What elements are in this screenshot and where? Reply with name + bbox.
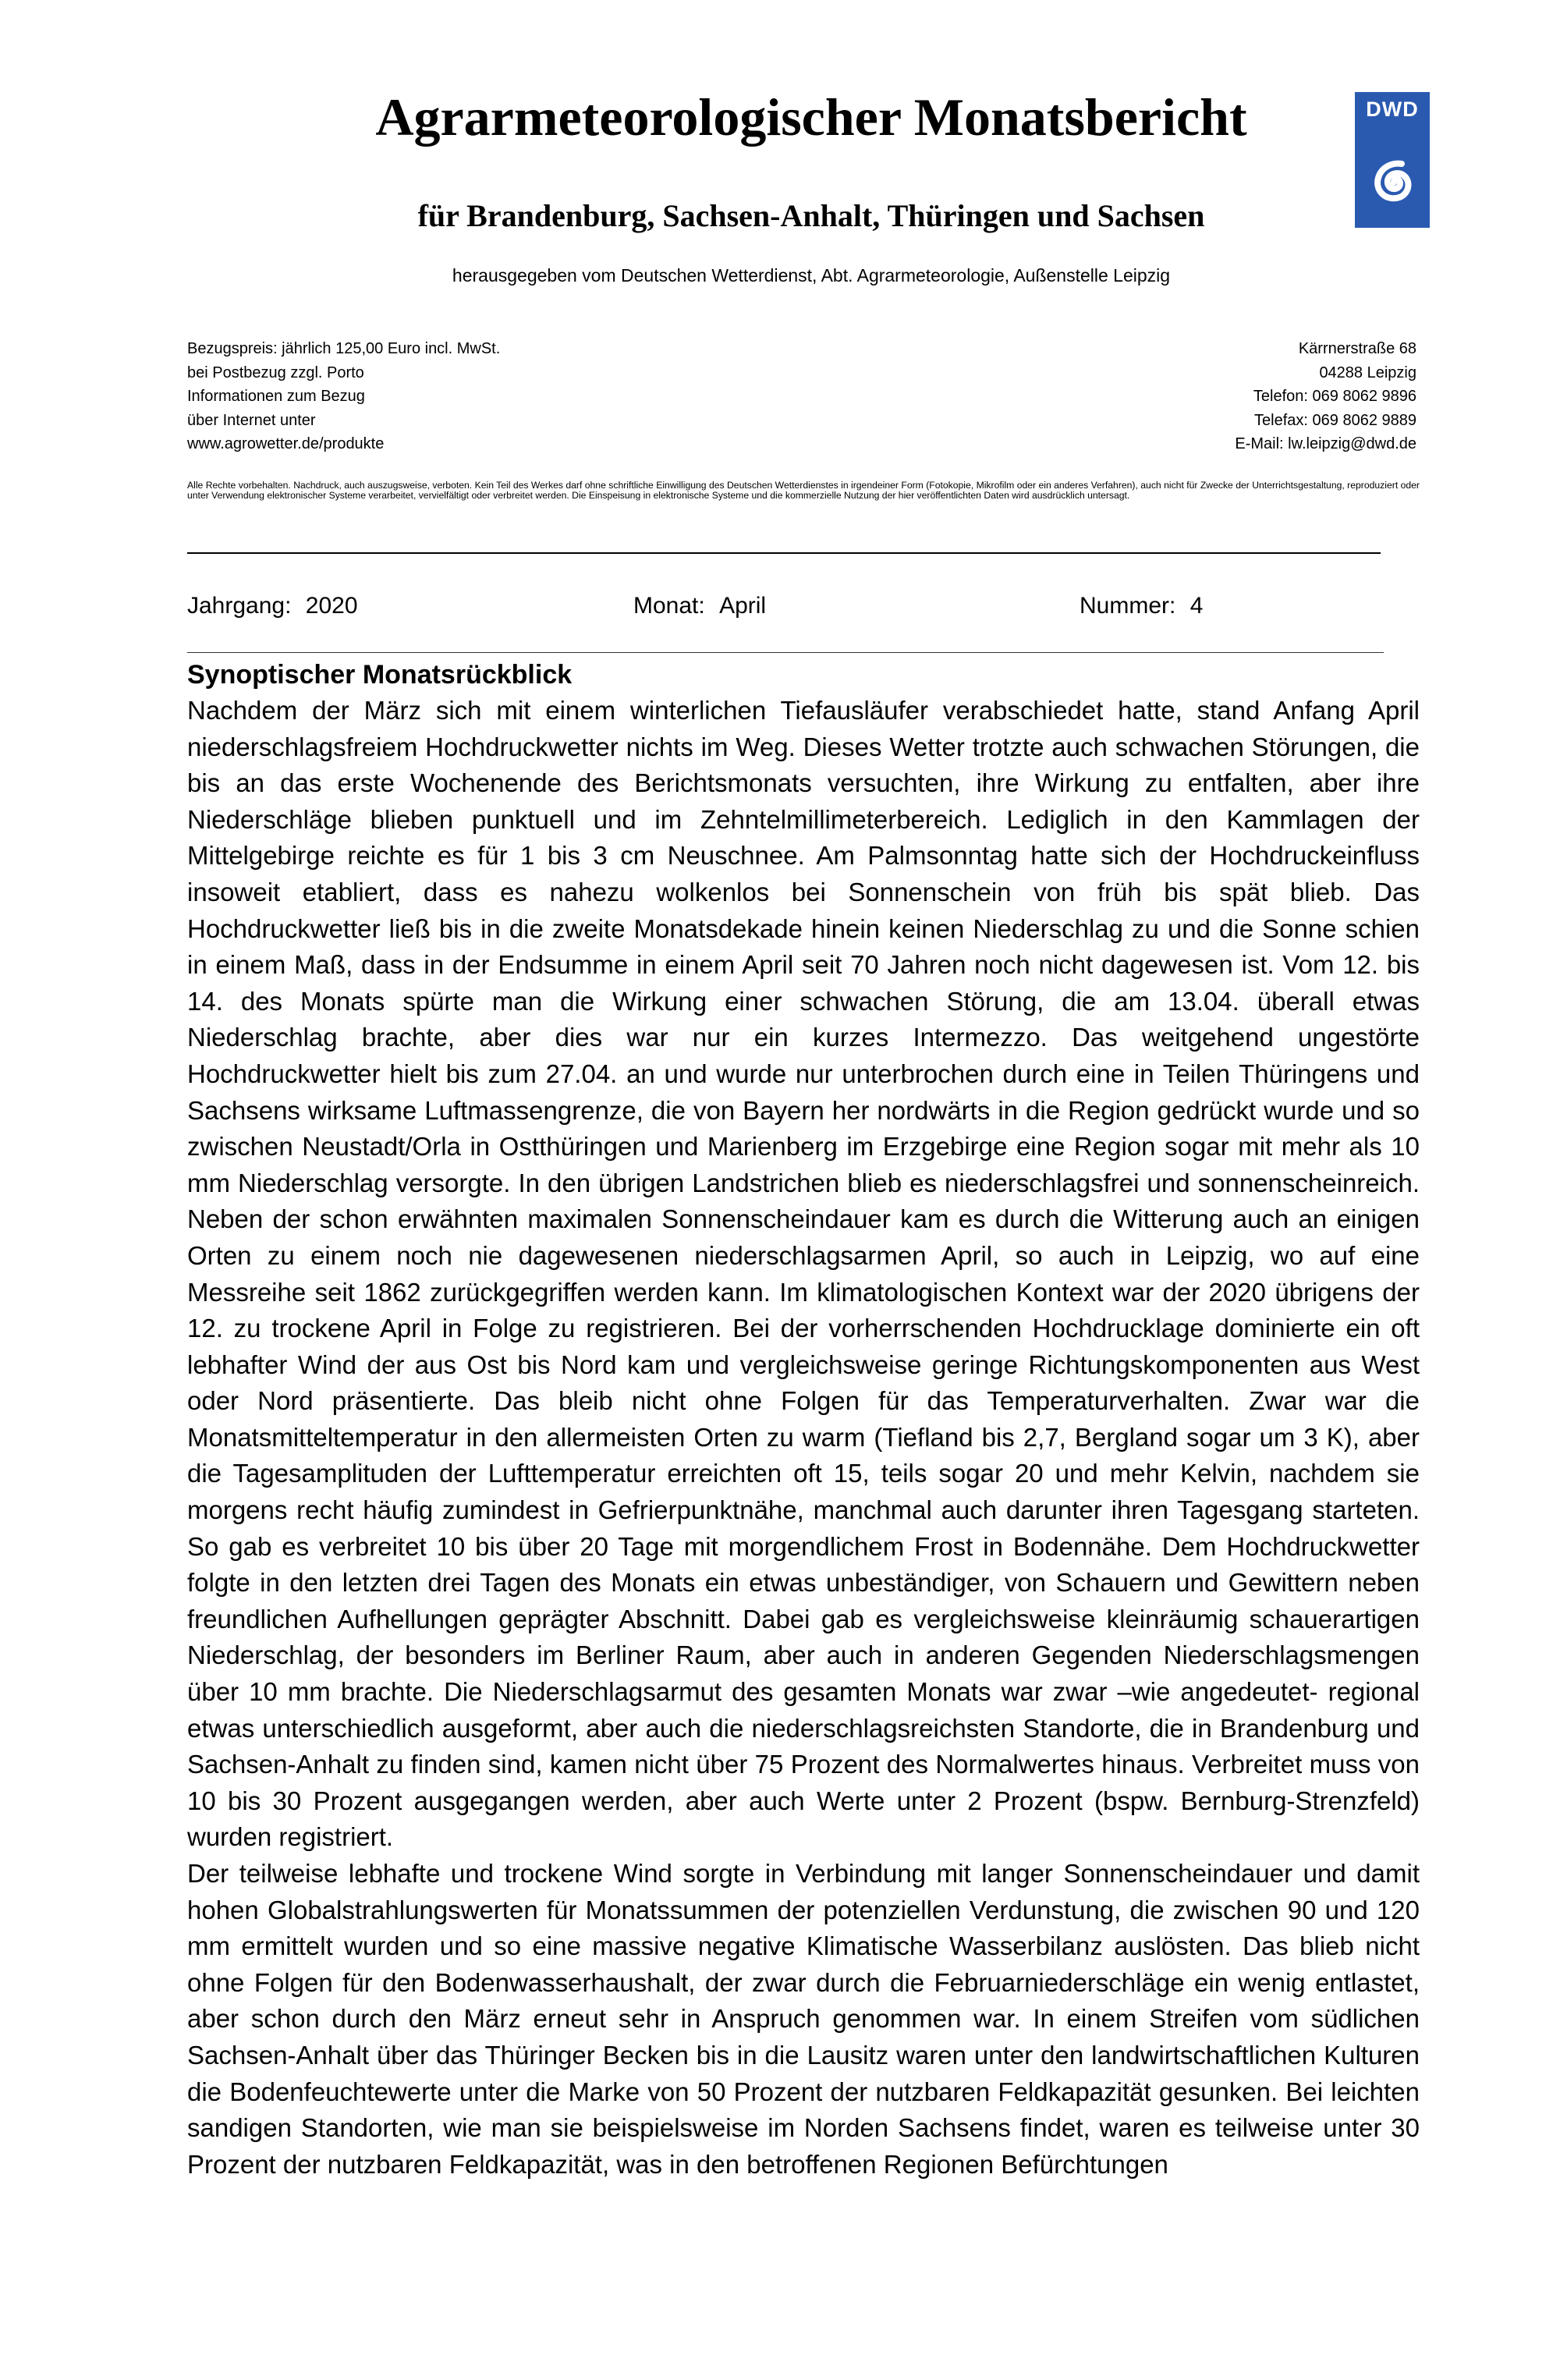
section-title: Synoptischer Monatsrückblick	[187, 660, 573, 690]
page-subtitle: für Brandenburg, Sachsen-Anhalt, Thüringen und Sachsen	[417, 198, 1205, 233]
number-label: Nummer:	[1080, 593, 1176, 619]
address-street: Kärrnerstraße 68	[1298, 340, 1416, 357]
subscription-info	[187, 337, 733, 456]
contact-info	[842, 337, 1416, 456]
info-link[interactable]: www.agrowetter.de/produkte	[187, 435, 385, 452]
month-label: Monat:	[633, 593, 705, 619]
address-city: 04288 Leipzig	[1319, 364, 1416, 381]
phone-number: Telefon: 069 8062 9896	[1253, 388, 1416, 405]
year-label: Jahrgang:	[187, 593, 292, 619]
fax-number: Telefax: 069 8062 9889	[1254, 411, 1416, 429]
info-line: über Internet unter	[187, 411, 316, 429]
year-value: 2020	[305, 593, 358, 619]
number-field	[1080, 591, 1203, 621]
divider	[187, 552, 1381, 554]
info-line: Bezugspreis: jährlich 125,00 Euro incl. MwSt.	[187, 340, 501, 357]
rights-notice: Alle Rechte vorbehalten. Nachdruck, auch auszugsweise, verboten. Kein Teil des Werkes darf ohne schriftliche Einwilligung des Deutschen Wetterdienstes in irgendeiner Form (Fotokopie, Mikrofilm oder ein anderes Verfahren), auch nicht für Zwecke der Unterrichtsgestaltung, reproduziert oder unter Verwendung elektronischer Systeme verarbeitet, vervielfältigt oder verbreitet werden. Die Einspeisung in elektronische Systeme und die kommerzielle Nutzung der hier veröffentlichten Daten wird ausdrücklich untersagt.	[187, 480, 1420, 501]
paragraph: Nachdem der März sich mit einem winterlichen Tiefausläufer verabschiedet hatte, stand Anfang April niederschlagsfreiem Hochdruckwetter nichts im Weg. Dieses Wetter trotzte auch schwachen Störungen, die bis an das erste Wochenende des Berichtsmonats versuchten, ihre Wirkung zu entfalten, aber ihre Niederschläge blieben punktuell und im Zehntelmillimeterbereich. Lediglich in den Kammlagen der Mittelgebirge reichte es für 1 bis 3 cm Neuschnee. Am Palmsonntag hatte sich der Hochdruckeinfluss insoweit etabliert, dass es nahezu wolkenlos bei Sonnenschein von früh bis spät blieb. Das Hochdruckwetter ließ bis in die zweite Monatsdekade hinein keinen Niederschlag zu und die Sonne schien in einem Maß, dass in der Endsumme in einem April seit 70 Jahren noch nicht dagewesen ist. Vom 12. bis 14. des Monats spürte man die Wirkung einer schwachen Störung, die am 13.04. überall etwas Niederschlag brachte, aber dies war nur ein kurzes Intermezzo. Das weitgehend ungestörte Hochdruckwetter hielt bis zum 27.04. an und wurde nur unterbrochen durch eine in Teilen Thüringens und Sachsens wirksame Luftmassengrenze, die von Bayern her nordwärts in die Region gedrückt wurde und so zwischen Neustadt/Orla in Ostthüringen und Marienberg im Erzgebirge eine Region sogar mit mehr als 10 mm Niederschlag versorgte. In den übrigen Landstrichen blieb es niederschlagsfrei und sonnenscheinreich. Neben der schon erwähnten maximalen Sonnenscheindauer kam es durch die Witterung auch an einigen Orten zu einem noch nie dagewesenen niederschlagsarmen April, so auch in Leipzig, wo auf eine Messreihe seit 1862 zurückgegriffen werden kann. Im klimatologischen Kontext war der 2020 übrigens der 12. zu trockene April in Folge zu registrieren. Bei der vorherrschenden Hochdrucklage dominierte ein oft lebhafter Wind der aus Ost bis Nord kam und vergleichsweise geringe Richtungskomponenten aus West oder Nord präsentierte. Das bleib nicht ohne Folgen für das Temperaturverhalten. Zwar war die Monatsmitteltemperatur in den allermeisten Orten zu warm (Tiefland bis 2,7, Bergland sogar um 3 K), aber die Tagesamplituden der Lufttemperatur erreichten oft 15, teils sogar 20 und mehr Kelvin, nachdem sie morgens recht häufig zumindest in Gefrierpunktnähe, manchmal auch darunter ihren Tagesgang starteten. So gab es verbreitet 10 bis über 20 Tage mit morgendlichem Frost in Bodennähe. Dem Hochdruckwetter folgte in den letzten drei Tagen des Monats ein etwas unbeständiger, von Schauern und Gewittern neben freundlichen Aufhellungen geprägter Abschnitt. Dabei gab es vergleichsweise kleinräumig schauerartigen Niederschlag, der besonders im Berliner Raum, aber auch in anderen Gegenden Niederschlagsmengen über 10 mm brachte. Die Niederschlagsarmut des gesamten Monats war zwar –wie angedeutet- regional etwas unterschiedlich ausgeformt, aber auch die niederschlagsreichsten Standorte, die in Brandenburg und Sachsen-Anhalt zu finden sind, kamen nicht über 75 Prozent des Normalwertes hinaus. Verbreitet muss von 10 bis 30 Prozent ausgegangen werden, aber auch Werte unter 2 Prozent (bspw. Bernburg-Strenzfeld) wurden registriert.	[187, 696, 1420, 1852]
dwd-spiral-icon	[1360, 144, 1425, 222]
month-value: April	[719, 593, 767, 619]
page-title: Agrarmeteorologischer Monatsbericht	[375, 87, 1247, 147]
paragraph: Der teilweise lebhafte und trockene Wind sorgte in Verbindung mit langer Sonnenscheindauer und damit hohen Globalstrahlungswerten für Monatssummen der potenziellen Verdunstung, die zwischen 90 und 120 mm ermittelt wurden und so eine massive negative Klimatische Wasserbilanz auslösten. Das blieb nicht ohne Folgen für den Bodenwasserhaushalt, der zwar durch die Februarniederschläge ein wenig entlastet, aber schon durch den März erneut sehr in Anspruch genommen war. In einem Streifen vom südlichen Sachsen-Anhalt über das Thüringer Becken bis in die Lausitz waren unter den landwirtschaftlichen Kulturen die Bodenfeuchtewerte unter die Marke von 50 Prozent der nutzbaren Feldkapazität gesunken. Bei leichten sandigen Standorten, wie man sie beispielsweise im Norden Sachsens findet, waren es teilweise unter 30 Prozent der nutzbaren Feldkapazität, was in den betroffenen Regionen Befürchtungen	[187, 1859, 1420, 2179]
dwd-logo	[1355, 92, 1430, 228]
section-body	[187, 693, 1420, 2183]
year-field	[187, 591, 358, 621]
info-line: bei Postbezug zzgl. Porto	[187, 364, 364, 381]
publisher-line: herausgegeben vom Deutschen Wetterdienst, Abt. Agrarmeteorologie, Außenstelle Leipzig	[452, 265, 1171, 286]
email-link[interactable]: E-Mail: lw.leipzig@dwd.de	[1235, 435, 1416, 452]
month-field	[633, 591, 766, 621]
info-line: Informationen zum Bezug	[187, 388, 365, 405]
dwd-logo-text: DWD	[1366, 98, 1419, 121]
number-value: 4	[1190, 593, 1204, 619]
divider	[187, 652, 1384, 653]
